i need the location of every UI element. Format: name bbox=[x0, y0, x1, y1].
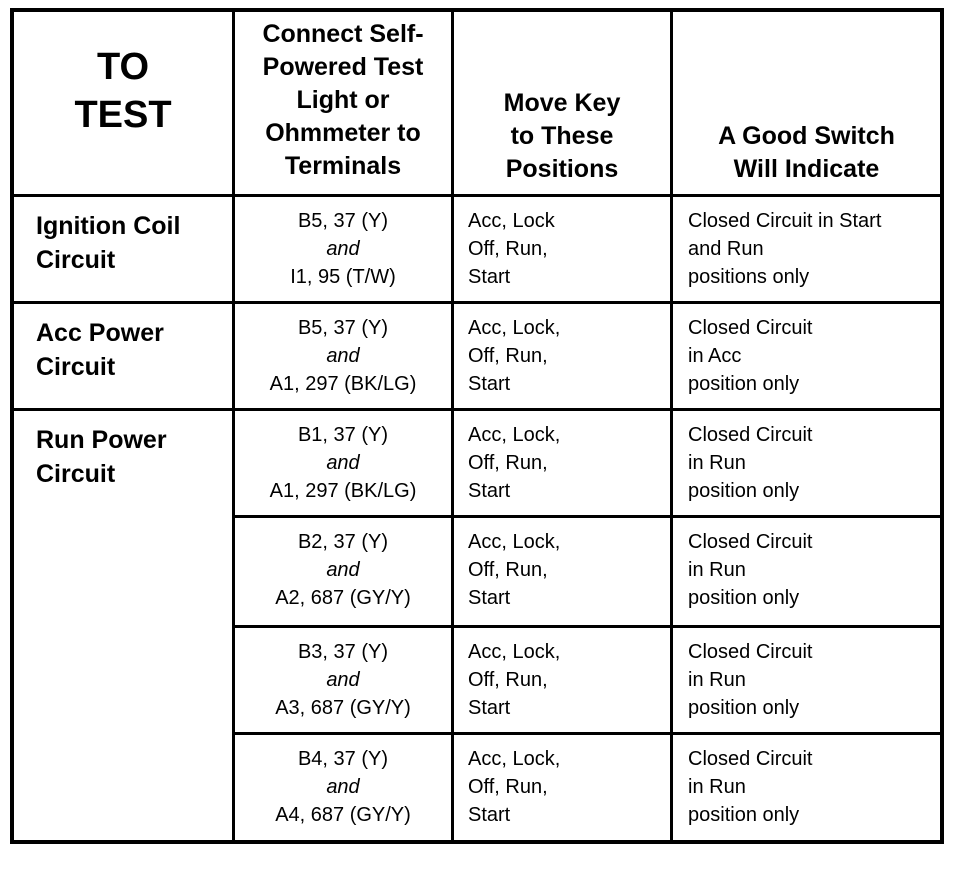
row-header-line: Ignition Coil bbox=[36, 212, 181, 240]
and-label: and bbox=[326, 238, 360, 260]
positions-line: Start bbox=[468, 697, 511, 719]
indication-line: position only bbox=[688, 587, 800, 609]
indication-line: position only bbox=[688, 804, 800, 826]
header-line: to These bbox=[510, 122, 614, 150]
row-header-run-power bbox=[14, 411, 235, 840]
indication-line: Closed Circuit bbox=[688, 641, 813, 663]
header-line: A Good Switch bbox=[718, 122, 895, 150]
indication-cell bbox=[673, 735, 940, 840]
terminals-cell bbox=[235, 628, 454, 735]
row-header-line: Circuit bbox=[36, 353, 116, 381]
indication-line: in Run bbox=[688, 452, 746, 474]
row-header-line: Circuit bbox=[36, 460, 116, 488]
terminal-primary: B5, 37 (Y) bbox=[297, 210, 389, 232]
indication-line: position only bbox=[688, 373, 800, 395]
positions-line: Acc, Lock bbox=[468, 210, 555, 232]
indication-cell bbox=[673, 304, 940, 411]
indication-cell bbox=[673, 411, 940, 518]
indication-line: in Run bbox=[688, 559, 746, 581]
terminal-secondary: A2, 687 (GY/Y) bbox=[275, 587, 411, 609]
indication-cell bbox=[673, 197, 940, 304]
header-connect-terminals bbox=[235, 12, 454, 197]
positions-cell bbox=[454, 197, 673, 304]
positions-cell bbox=[454, 304, 673, 411]
terminal-secondary: A1, 297 (BK/LG) bbox=[269, 373, 417, 395]
and-label: and bbox=[326, 345, 360, 367]
terminals-cell bbox=[235, 411, 454, 518]
positions-line: Off, Run, bbox=[468, 559, 548, 581]
header-to-test bbox=[14, 12, 235, 197]
row-header-line: Circuit bbox=[36, 246, 116, 274]
terminals-cell bbox=[235, 197, 454, 304]
positions-line: Acc, Lock, bbox=[468, 317, 561, 339]
terminal-secondary: A4, 687 (GY/Y) bbox=[275, 804, 411, 826]
indication-line: and Run bbox=[688, 238, 764, 260]
terminal-primary: B2, 37 (Y) bbox=[297, 531, 389, 553]
and-label: and bbox=[326, 559, 360, 581]
row-header-line: Acc Power bbox=[36, 319, 164, 347]
header-good-switch bbox=[673, 12, 940, 197]
header-line: TEST bbox=[74, 94, 172, 136]
positions-cell bbox=[454, 628, 673, 735]
row-header-line: Run Power bbox=[36, 426, 167, 454]
positions-line: Off, Run, bbox=[468, 238, 548, 260]
terminal-secondary: A1, 297 (BK/LG) bbox=[269, 480, 417, 502]
indication-cell bbox=[673, 628, 940, 735]
indication-line: position only bbox=[688, 480, 800, 502]
positions-line: Acc, Lock, bbox=[468, 531, 561, 553]
indication-line: Closed Circuit in Start bbox=[688, 210, 882, 232]
positions-cell bbox=[454, 735, 673, 840]
and-label: and bbox=[326, 776, 360, 798]
indication-cell bbox=[673, 518, 940, 628]
terminals-cell bbox=[235, 518, 454, 628]
positions-line: Off, Run, bbox=[468, 452, 548, 474]
indication-line: positions only bbox=[688, 266, 810, 288]
header-line: Positions bbox=[505, 155, 619, 183]
terminals-cell bbox=[235, 304, 454, 411]
positions-cell bbox=[454, 411, 673, 518]
positions-line: Off, Run, bbox=[468, 345, 548, 367]
terminal-primary: B4, 37 (Y) bbox=[297, 748, 389, 770]
indication-line: Closed Circuit bbox=[688, 748, 813, 770]
terminal-secondary: I1, 95 (T/W) bbox=[290, 266, 396, 288]
indication-line: in Acc bbox=[688, 345, 742, 367]
positions-line: Acc, Lock, bbox=[468, 424, 561, 446]
indication-line: in Run bbox=[688, 776, 746, 798]
positions-line: Off, Run, bbox=[468, 776, 548, 798]
terminal-primary: B1, 37 (Y) bbox=[297, 424, 389, 446]
positions-line: Start bbox=[468, 804, 511, 826]
positions-cell bbox=[454, 518, 673, 628]
terminal-secondary: A3, 687 (GY/Y) bbox=[275, 697, 411, 719]
row-header-acc-power bbox=[14, 304, 235, 411]
header-line: TO bbox=[96, 46, 150, 88]
header-line: Light or bbox=[296, 85, 390, 114]
header-line: Powered Test bbox=[262, 52, 424, 81]
terminals-cell bbox=[235, 735, 454, 840]
positions-line: Start bbox=[468, 587, 511, 609]
indication-line: position only bbox=[688, 697, 800, 719]
positions-line: Start bbox=[468, 266, 511, 288]
positions-line: Acc, Lock, bbox=[468, 641, 561, 663]
and-label: and bbox=[326, 669, 360, 691]
header-line: Ohmmeter to bbox=[265, 118, 421, 147]
header-line: Will Indicate bbox=[733, 155, 880, 183]
positions-line: Off, Run, bbox=[468, 669, 548, 691]
indication-line: in Run bbox=[688, 669, 746, 691]
switch-test-table bbox=[10, 8, 944, 844]
row-header-ignition-coil bbox=[14, 197, 235, 304]
header-move-key bbox=[454, 12, 673, 197]
header-line: Connect Self- bbox=[262, 19, 424, 48]
header-line: Move Key bbox=[503, 89, 621, 117]
indication-line: Closed Circuit bbox=[688, 317, 813, 339]
indication-line: Closed Circuit bbox=[688, 424, 813, 446]
positions-line: Start bbox=[468, 373, 511, 395]
indication-line: Closed Circuit bbox=[688, 531, 813, 553]
and-label: and bbox=[326, 452, 360, 474]
header-line: Terminals bbox=[284, 151, 402, 180]
terminal-primary: B3, 37 (Y) bbox=[297, 641, 389, 663]
terminal-primary: B5, 37 (Y) bbox=[297, 317, 389, 339]
positions-line: Start bbox=[468, 480, 511, 502]
positions-line: Acc, Lock, bbox=[468, 748, 561, 770]
